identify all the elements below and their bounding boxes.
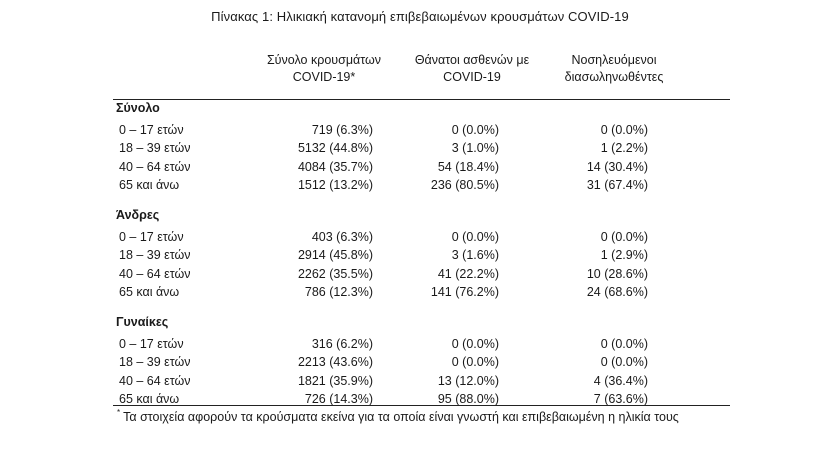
table-bottom-rule xyxy=(113,405,730,406)
column-header-intubated xyxy=(540,52,688,86)
table-row xyxy=(0,121,840,139)
intubated-cell: 0 (0.0%) xyxy=(600,337,648,351)
total-cases-cell: 726 (14.3%) xyxy=(304,392,373,407)
intubated-cell: 7 (63.6%) xyxy=(593,392,648,407)
column-header-total-cases xyxy=(250,52,398,86)
table-row xyxy=(0,228,840,246)
intubated-cell: 0 (0.0%) xyxy=(600,230,648,244)
deaths-cell: 54 (18.4%) xyxy=(437,159,499,174)
total-cases-cell: 316 (6.2%) xyxy=(311,337,373,351)
column-header-line: Σύνολο κρουσμάτων xyxy=(266,53,382,67)
deaths-cell: 0 (0.0%) xyxy=(451,337,499,351)
column-header-line: διασωληνωθέντες xyxy=(564,70,664,84)
intubated-cell: 4 (36.4%) xyxy=(593,373,648,388)
deaths-cell: 141 (76.2%) xyxy=(430,285,499,300)
total-cases-cell: 719 (6.3%) xyxy=(311,123,373,137)
age-group-label: 0 – 17 ετών xyxy=(119,337,184,351)
age-group-label: 18 – 39 ετών xyxy=(119,248,191,263)
deaths-cell: 41 (22.2%) xyxy=(437,266,499,281)
deaths-cell: 13 (12.0%) xyxy=(437,373,499,388)
age-group-label: 40 – 64 ετών xyxy=(119,266,191,281)
intubated-cell: 0 (0.0%) xyxy=(600,355,648,370)
deaths-cell: 0 (0.0%) xyxy=(451,123,499,137)
table-row xyxy=(0,139,840,157)
table-row xyxy=(0,176,840,194)
deaths-cell: 3 (1.6%) xyxy=(451,248,499,263)
total-cases-cell: 786 (12.3%) xyxy=(304,285,373,300)
age-group-label: 0 – 17 ετών xyxy=(119,123,184,137)
column-header-line: COVID-19* xyxy=(292,70,356,84)
footnote-marker: * xyxy=(117,408,121,417)
total-cases-cell: 1821 (35.9%) xyxy=(297,373,373,388)
age-group-label: 18 – 39 ετών xyxy=(119,355,191,370)
table-title: Πίνακας 1: Ηλικιακή κατανομή επιβεβαιωμένων κρουσμάτων COVID-19 xyxy=(211,9,629,24)
total-cases-cell: 4084 (35.7%) xyxy=(297,159,373,174)
intubated-cell: 1 (2.9%) xyxy=(600,248,648,263)
age-group-label: 18 – 39 ετών xyxy=(119,141,191,156)
section-heading: Σύνολο xyxy=(116,101,160,115)
table-row xyxy=(0,265,840,283)
column-header-line: Θάνατοι ασθενών με xyxy=(414,53,530,67)
intubated-cell: 0 (0.0%) xyxy=(600,123,648,137)
table-row xyxy=(0,335,840,353)
total-cases-cell: 2914 (45.8%) xyxy=(297,248,373,263)
intubated-cell: 31 (67.4%) xyxy=(586,178,648,193)
section-heading: Άνδρες xyxy=(116,208,160,222)
column-header-line: COVID-19 xyxy=(443,70,501,84)
intubated-cell: 14 (30.4%) xyxy=(586,159,648,174)
total-cases-cell: 2262 (35.5%) xyxy=(297,266,373,281)
footnote xyxy=(117,410,679,424)
column-header-deaths xyxy=(398,52,546,86)
deaths-cell: 0 (0.0%) xyxy=(451,355,499,370)
table-row xyxy=(0,353,840,371)
total-cases-cell: 403 (6.3%) xyxy=(311,230,373,244)
column-header-line: Νοσηλευόμενοι xyxy=(571,53,657,67)
age-group-label: 40 – 64 ετών xyxy=(119,159,191,174)
intubated-cell: 10 (28.6%) xyxy=(586,266,648,281)
section-heading: Γυναίκες xyxy=(116,315,169,329)
total-cases-cell: 5132 (44.8%) xyxy=(297,141,373,156)
total-cases-cell: 1512 (13.2%) xyxy=(297,178,373,193)
table-row xyxy=(0,283,840,301)
intubated-cell: 24 (68.6%) xyxy=(586,285,648,300)
age-group-label: 0 – 17 ετών xyxy=(119,230,184,244)
deaths-cell: 95 (88.0%) xyxy=(437,392,499,407)
age-group-label: 65 και άνω xyxy=(119,178,180,193)
age-group-label: 65 και άνω xyxy=(119,392,180,407)
table-row xyxy=(0,246,840,264)
age-group-label: 65 και άνω xyxy=(119,285,180,300)
table-row xyxy=(0,158,840,176)
age-group-label: 40 – 64 ετών xyxy=(119,373,191,388)
footnote-text: Τα στοιχεία αφορούν τα κρούσματα εκείνα για τα οποία είναι γνωστή και επιβεβαιωμένη η ηλικία τους xyxy=(123,410,679,424)
intubated-cell: 1 (2.2%) xyxy=(600,141,648,156)
table-row xyxy=(0,372,840,390)
total-cases-cell: 2213 (43.6%) xyxy=(297,355,373,370)
deaths-cell: 3 (1.0%) xyxy=(451,141,499,156)
deaths-cell: 236 (80.5%) xyxy=(430,178,499,193)
table-top-rule xyxy=(113,99,730,100)
deaths-cell: 0 (0.0%) xyxy=(451,230,499,244)
